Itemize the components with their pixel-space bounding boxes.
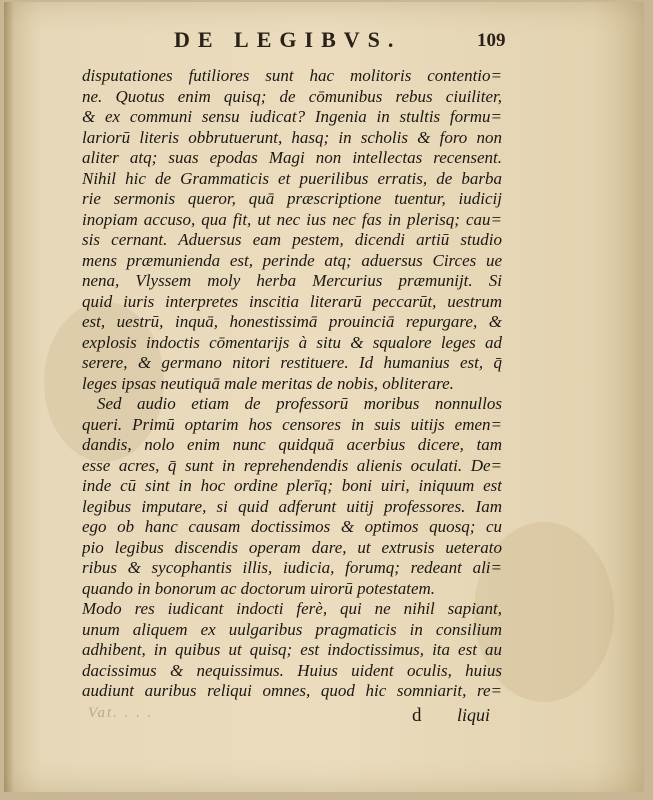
- gutter-shadow: [4, 2, 14, 792]
- text-line: esse acres, q̄ sunt in reprehendendis alienis oculati. De=: [82, 455, 502, 475]
- text-line: queri. Primū optarim hos censores in suis uitijs emen=: [82, 414, 502, 434]
- text-line: Sed audio etiam de professorū moribus nonnullos: [97, 394, 502, 413]
- text-line: aliter atq; suas epodas Magi non intellectas recensent.: [82, 148, 502, 167]
- text-line: dacissimus & nequissimus. Huius uident oculis, huius: [82, 660, 502, 680]
- page-number: 109: [477, 30, 506, 51]
- faint-marginal-marks: Vat. . . .: [88, 705, 154, 721]
- text-line: lariorū literis obbrutuerunt, hasq; in scholis & foro non: [82, 127, 502, 147]
- text-line: legibus imputare, si quid adferunt uitij professores. Iam: [82, 496, 502, 516]
- text-line: quando in bonorum ac doctorum uirorū potestatem.: [82, 578, 436, 598]
- text-line: unum aliquem ex uulgaribus pragmaticis in consilium: [82, 619, 502, 639]
- text-line: disputationes futiliores sunt hac molitoris contentio=: [82, 66, 502, 85]
- text-line: quid iuris interpretes inscitia literarū peccarūt, uestrum: [82, 291, 502, 311]
- text-line: leges ipsas neutiquā male meritas de nobis, obliterare.: [82, 373, 454, 393]
- text-line: ego ob hanc causam doctissimos & optimos quosq; cu: [82, 517, 502, 536]
- text-line: dandis, nolo enim nunc quidquā acerbius dicere, tam: [82, 435, 502, 454]
- text-line: est, uestrū, inquā, honestissimā prouinciā repurgare, &: [82, 312, 502, 331]
- body-text: [82, 66, 502, 702]
- text-line: audiunt auribus reliqui omnes, quod hic somniarit, re=: [82, 681, 502, 700]
- text-line: inde cū sint in hoc ordine plerīq; boni uiri, iniquum est: [82, 476, 502, 495]
- text-line: adhibent, in quibus ut quisq; est indoctissimus, ita est au: [82, 640, 502, 659]
- running-head: DE LEGIBVS.: [174, 27, 402, 52]
- text-line: inopiam accuso, qua fit, ut nec ius nec fas in plerisq; cau=: [82, 209, 502, 229]
- signature-mark: d: [412, 705, 422, 726]
- text-line: & ex communi sensu iudicat? Ingenia in stultis formu=: [82, 107, 502, 126]
- text-line: rie sermonis queror, quā præscriptione tuentur, iudicij: [82, 189, 502, 208]
- text-line: Nihil hic de Grammaticis et puerilibus erratis, de barba: [82, 168, 502, 188]
- page-footer: [82, 705, 502, 727]
- text-line: explosis indoctis cōmentarijs à situ & squalore leges ad: [82, 332, 502, 352]
- text-line: nena, Vlyssem moly herba Mercurius præmunijt. Si: [82, 271, 502, 290]
- text-line: pio legibus discendis operam dare, ut extrusis ueterato: [82, 537, 502, 557]
- text-line: ne. Quotus enim quisq; de cōmunibus rebus ciuiliter,: [82, 86, 502, 106]
- catchword: liqui: [457, 705, 491, 725]
- text-line: ribus & sycophantis illis, iudicia, forumq; redeant ali=: [82, 558, 502, 577]
- text-line: serere, & germano nitori restituere. Id humanius est, q̄: [82, 353, 502, 372]
- text-line: Modo res iudicant indocti ferè, qui ne nihil sapiant,: [82, 599, 502, 618]
- text-line: sis cernant. Aduersus eam pestem, dicendi artiū studio: [82, 230, 502, 249]
- text-line: mens præmunienda est, perinde atq; aduersus Circes ue: [82, 250, 502, 270]
